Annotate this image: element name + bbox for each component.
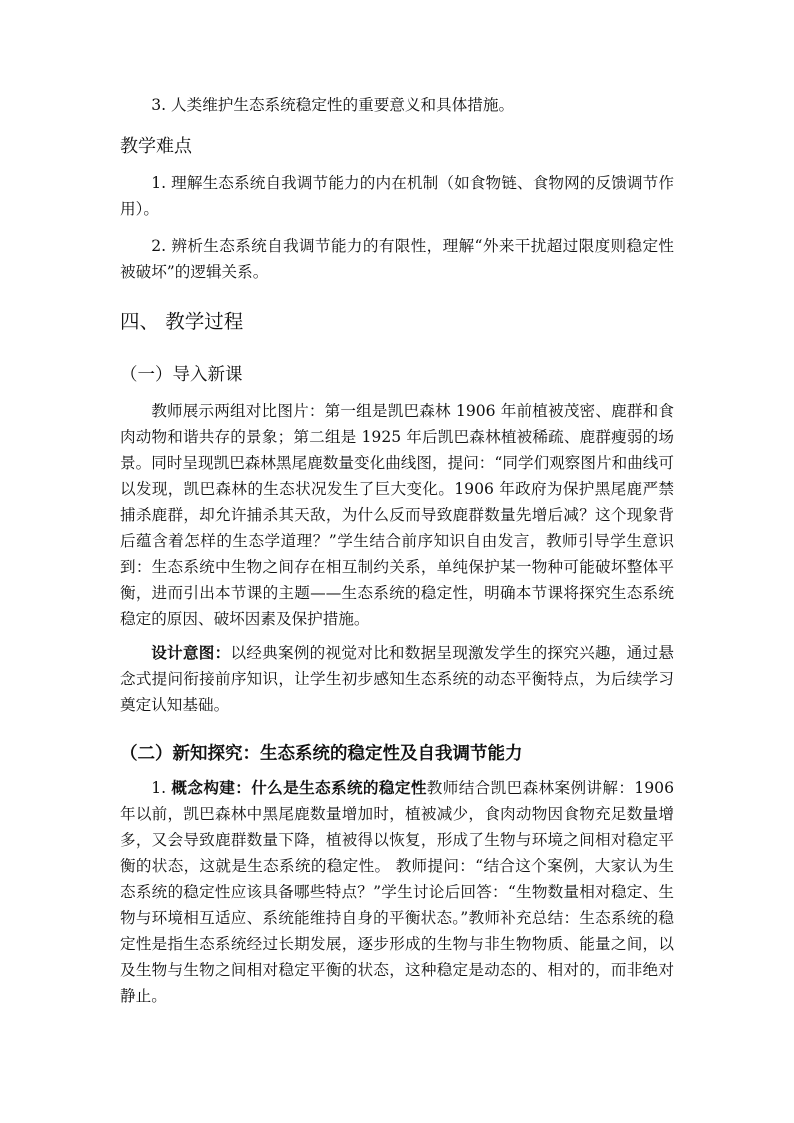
difficulty-heading: 教学难点 — [120, 136, 192, 157]
intro-paragraph: 教师展示两组对比图片：第一组是凯巴森林 1906 年前植被茂密、鹿群和食肉动物和谐共存的景象；第二组是 1925 年后凯巴森林植被稀疏、鹿群瘦弱的场景。同时呈现凯巴森林黑尾鹿数量变化曲线图，提问：“同学们观察图片和曲线可以发现，凯巴森林的生态状况发生了巨大变化。1906 年政府为保护黑尾鹿严禁捕杀鹿群，却允许捕杀其天敌，为什么反而导致鹿群数量先增后减？这个现象背后蕴含着怎样的生态学道理？”学生结合前序知识自由发言，教师引导学生意识到：生态系统中生物之间存在相互制约关系，单纯保护某一物种可能破坏整体平衡，进而引出本节课的主题——生态系统的稳定性，明确本节课将探究生态系统稳定的原因、破坏因素及保护措施。 — [120, 402, 674, 628]
concept-label: 概念构建：什么是生态系统的稳定性 — [171, 778, 427, 797]
concept-number: 1. — [151, 779, 172, 797]
difficulty-item-1: 1. 理解生态系统自我调节能力的内在机制（如食物链、食物网的反馈调节作用）。 — [120, 174, 674, 218]
measures-item-3: 3. 人类维护生态系统稳定性的重要意义和具体措施。 — [151, 96, 515, 114]
explore-heading: （二）新知探究：生态系统的稳定性及自我调节能力 — [120, 744, 523, 764]
difficulty-item-2: 2. 辨析生态系统自我调节能力的有限性，理解“外来干扰超过限度则稳定性被破坏”的逻辑关系。 — [120, 237, 674, 281]
concept-text: 教师结合凯巴森林案例讲解：1906 年以前，凯巴森林中黑尾鹿数量增加时，植被减少，食肉动物因食物充足数量增多，又会导致鹿群数量下降，植被得以恢复，形成了生物与环境之间相对稳定平衡的状态，这就是生态系统的稳定性。 教师提问：“结合这个案例，大家认为生态系统的稳定性应该具备哪些特点？”学生讨论后回答：“生物数量相对稳定、生物与环境相互适应、系统能维持自身的平衡状态。”教师补充总结：生态系统的稳定性是指生态系统经过长期发展，逐步形成的生物与非生物物质、能量之间，以及生物与生物之间相对稳定平衡的状态，这种稳定是动态的、相对的，而非绝对静止。 — [120, 779, 674, 1005]
concept-paragraph — [120, 775, 674, 1009]
process-heading: 四、 教学过程 — [120, 310, 244, 333]
intro-heading: （一）导入新课 — [120, 365, 243, 385]
document-body — [120, 92, 674, 1009]
design-intent-text: 以经典案例的视觉对比和数据呈现激发学生的探究兴趣，通过悬念式提问衔接前序知识，让学生初步感知生态系统的动态平衡特点，为后续学习奠定认知基础。 — [120, 644, 674, 714]
design-intent-label: 设计意图： — [151, 643, 231, 662]
design-intent-paragraph — [120, 640, 674, 718]
